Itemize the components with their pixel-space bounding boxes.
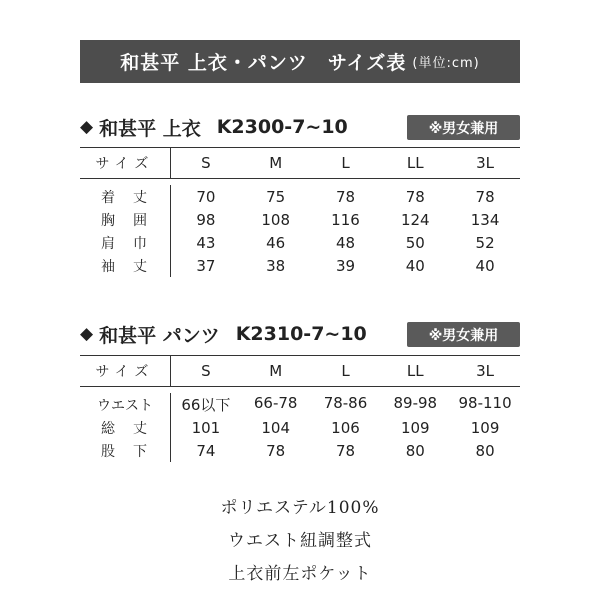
table-cell: 109 — [470, 418, 500, 437]
top-size-table — [80, 147, 520, 277]
table-cell: 98-110 — [458, 394, 512, 412]
pants-product-code: K2310-7~10 — [235, 323, 367, 345]
table-cell: 101 — [191, 418, 221, 437]
table-header-row — [80, 147, 520, 179]
table-cell: 70 — [196, 187, 216, 206]
table-cell: 104 — [261, 418, 291, 437]
table-cell: 66-78 — [253, 394, 298, 412]
table-cell: 48 — [335, 233, 356, 252]
table-cell: 40 — [475, 256, 495, 275]
size-header-cell: M — [269, 362, 283, 380]
pants-size-table — [80, 355, 520, 462]
table-cell: 89-98 — [393, 394, 438, 412]
table-cell: 78 — [266, 441, 286, 460]
table-row — [80, 254, 520, 277]
pocket-note: 上衣前左ポケット — [228, 564, 372, 584]
table-cell: 116 — [331, 210, 360, 229]
diamond-bullet-icon: ◆ — [80, 324, 94, 344]
table-cell: 78-86 — [323, 394, 368, 412]
size-header-cell: 3L — [476, 362, 495, 380]
size-chart-title-bar — [80, 40, 520, 83]
row-label: ウエスト — [80, 393, 171, 416]
table-cell: 43 — [196, 233, 216, 252]
row-label: 肩 巾 — [80, 231, 171, 254]
table-cell: 109 — [400, 418, 430, 437]
table-cell: 124 — [400, 210, 430, 229]
table-row — [80, 416, 520, 439]
table-cell: 80 — [475, 441, 495, 460]
top-product-name: 和甚平 上衣 — [99, 117, 201, 140]
table-cell: 74 — [196, 441, 216, 460]
diamond-bullet-icon: ◆ — [80, 117, 94, 137]
size-header-cell: LL — [406, 154, 424, 172]
table-header-row — [80, 355, 520, 387]
size-header-label: サイズ — [80, 148, 171, 178]
size-header-cell: S — [201, 154, 211, 172]
size-header-cell: M — [269, 154, 283, 172]
row-label: 総 丈 — [80, 416, 171, 439]
table-cell: 78 — [475, 187, 495, 206]
material-note: ポリエステル100% — [220, 498, 380, 518]
waist-note: ウエスト紐調整式 — [228, 531, 372, 551]
row-label: 股 下 — [80, 439, 171, 462]
table-cell: 66以下 — [181, 396, 231, 414]
table-cell: 78 — [405, 187, 425, 206]
table-cell: 106 — [331, 418, 360, 437]
table-cell: 40 — [405, 256, 425, 275]
table-row — [80, 439, 520, 462]
size-header-cell: L — [341, 154, 350, 172]
table-cell: 39 — [335, 256, 356, 275]
table-cell: 78 — [335, 187, 356, 206]
table-cell: 52 — [475, 233, 495, 252]
page-title: 和甚平 上衣・パンツ サイズ表 — [120, 52, 407, 74]
table-row — [80, 393, 520, 416]
table-cell: 108 — [261, 210, 291, 229]
unisex-badge: ※男女兼用 — [407, 322, 520, 347]
table-cell: 98 — [196, 210, 216, 229]
table-cell: 78 — [335, 441, 356, 460]
table-cell: 80 — [405, 441, 425, 460]
row-label: 胸 囲 — [80, 208, 171, 231]
size-header-label: サイズ — [80, 356, 171, 386]
pants-product-name: 和甚平 パンツ — [99, 324, 220, 347]
product-notes — [0, 492, 600, 591]
size-header-cell: 3L — [476, 154, 495, 172]
row-label: 着 丈 — [80, 185, 171, 208]
table-row — [80, 185, 520, 208]
table-row — [80, 231, 520, 254]
row-label: 袖 丈 — [80, 254, 171, 277]
pants-section-heading — [80, 320, 520, 348]
table-row — [80, 208, 520, 231]
top-product-code: K2300-7~10 — [216, 116, 348, 138]
table-cell: 50 — [405, 233, 425, 252]
unit-label: (単位:cm) — [412, 56, 480, 71]
size-header-cell: L — [341, 362, 350, 380]
size-header-cell: S — [201, 362, 211, 380]
table-cell: 37 — [196, 256, 216, 275]
table-cell: 134 — [470, 210, 500, 229]
table-cell: 75 — [266, 187, 286, 206]
size-header-cell: LL — [406, 362, 424, 380]
top-section-heading — [80, 113, 520, 141]
unisex-badge: ※男女兼用 — [407, 115, 520, 140]
table-cell: 38 — [266, 256, 286, 275]
table-cell: 46 — [266, 233, 286, 252]
